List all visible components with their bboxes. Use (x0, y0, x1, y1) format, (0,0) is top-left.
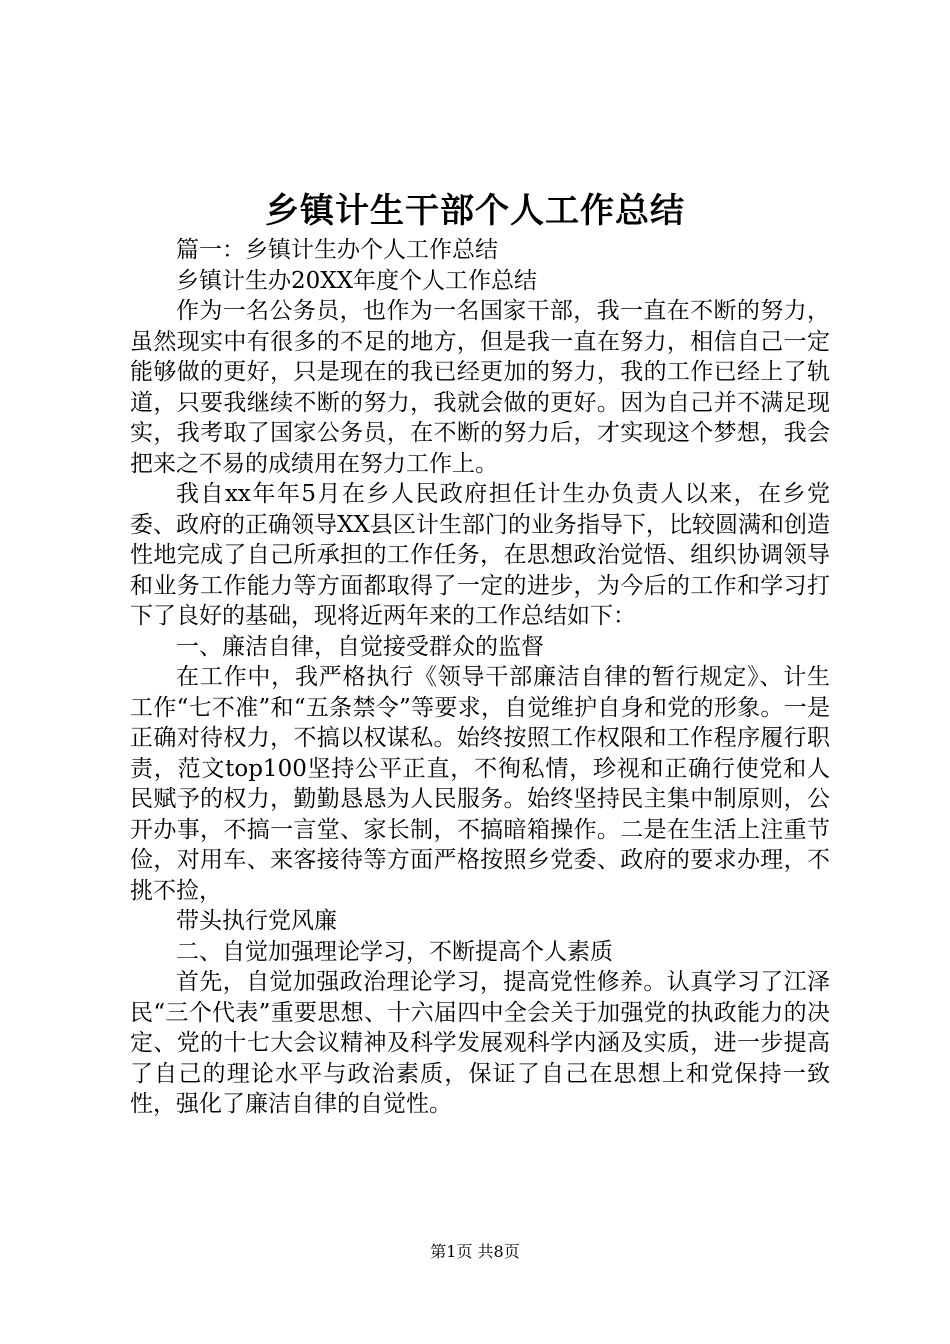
document-body (130, 235, 830, 1120)
page-number-footer: 第1页 共8页 (430, 1242, 520, 1261)
paragraph-fragment: 带头执行党风廉 (176, 908, 337, 934)
section-heading-integrity: 一、廉洁自律，自觉接受群众的监督 (176, 633, 544, 660)
sub-title: 乡镇计生办20XX年度个人工作总结 (176, 267, 538, 294)
section-heading-chapter-one: 篇一：乡镇计生办个人工作总结 (176, 237, 498, 263)
document-title: 乡镇计生干部个人工作总结 (265, 191, 685, 231)
paragraph-integrity: 在工作中，我严格执行《领导干部廉洁自律的暂行规定》、计生工作“七不准”和“五条禁令”等要求，自觉维护自身和党的形象。一是正确对待权力，不搞以权谋私。始终按照工作权限和工作程序履行职责，范文top100坚持公平正直，不徇私情，珍视和正确行使党和人民赋予的权力，勤勤恳恳为人民服务。始终坚持民主集中制原则，公开办事，不搞一言堂、家长制，不搞暗箱操作。二是在生活上注重节俭，对用车、来客接待等方面严格按照乡党委、政府的要求办理，不挑不捡， (130, 664, 830, 904)
paragraph-overview: 我自xx年年5月在乡人民政府担任计生办负责人以来，在乡党委、政府的正确领导XX县区计生部门的业务指导下，比较圆满和创造性地完成了自己所承担的工作任务，在思想政治觉悟、组织协调领导和业务工作能力等方面都取得了一定的进步，为今后的工作和学习打下了良好的基础，现将近两年来的工作总结如下： (130, 481, 830, 629)
paragraph-study: 首先，自觉加强政治理论学习，提高党性修养。认真学习了江泽民“三个代表”重要思想、十六届四中全会关于加强党的执政能力的决定、党的十七大会议精神及科学发展观科学内涵及实质，进一步提高了自己的理论水平与政治素质，保证了自己在思想上和党保持一致性，强化了廉洁自律的自觉性。 (130, 969, 830, 1117)
section-heading-study: 二、自觉加强理论学习，不断提高个人素质 (176, 938, 613, 965)
paragraph-intro: 作为一名公务员，也作为一名国家干部，我一直在不断的努力，虽然现实中有很多的不足的地方，但是我一直在努力，相信自己一定能够做的更好，只是现在的我已经更加的努力，我的工作已经上了轨道，只要我继续不断的努力，我就会做的更好。因为自己并不满足现实，我考取了国家公务员，在不断的努力后，才实现这个梦想，我会把来之不易的成绩用在努力工作上。 (130, 298, 830, 477)
